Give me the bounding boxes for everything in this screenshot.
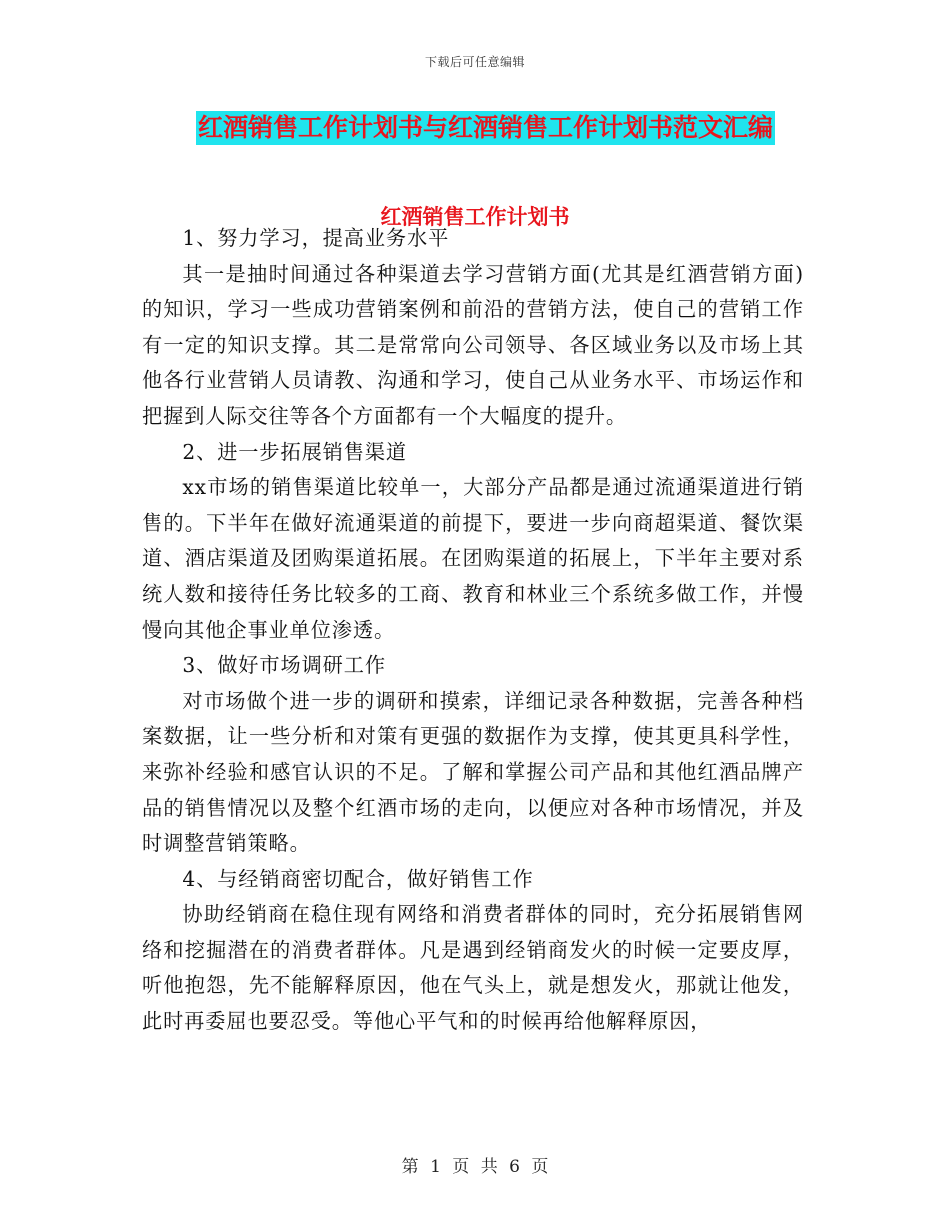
paragraph-4: 协助经销商在稳住现有网络和消费者群体的同时，充分拓展销售网络和挖掘潜在的消费者群体。凡是遇到经销商发火的时候一定要皮厚，听他抱怨，先不能解释原因，他在气头上，就是想发火，那就让他发，此时再委屈也要忍受。等他心平气和的时候再给他解释原因，: [142, 902, 804, 1034]
section-title: 红酒销售工作计划书: [380, 204, 570, 229]
header-note: 下载后可任意编辑: [424, 55, 525, 69]
paragraph-3: 对市场做个进一步的调研和摸索，详细记录各种数据，完善各种档案数据，让一些分析和对策有更强的数据作为支撑，使其更具科学性，来弥补经验和感官认识的不足。了解和掌握公司产品和其他红酒品牌产品的销售情况以及整个红酒市场的走向，以便应对各种市场情况，并及时调整营销策略。: [142, 688, 804, 856]
heading-1: 1、努力学习，提高业务水平: [182, 226, 450, 250]
paragraph-1: 其一是抽时间通过各种渠道去学习营销方面(尤其是红酒营销方面)的知识，学习一些成功营销案例和前沿的营销方法，使自己的营销工作有一定的知识支撑。其二是常常向公司领导、各区域业务以及市场上其他各行业营销人员请教、沟通和学习，使自己从业务水平、市场运作和把握到人际交往等各个方面都有一个大幅度的提升。: [142, 261, 804, 428]
page-number: 第 1 页 共 6 页: [401, 1157, 549, 1177]
document-title: 红酒销售工作计划书与红酒销售工作计划书范文汇编: [196, 111, 775, 145]
heading-2: 2、进一步拓展销售渠道: [182, 439, 408, 464]
heading-3: 3、做好市场调研工作: [182, 653, 386, 678]
heading-4: 4、与经销商密切配合，做好销售工作: [182, 866, 534, 891]
paragraph-2: xx市场的销售渠道比较单一，大部分产品都是通过流通渠道进行销售的。下半年在做好流通渠道的前提下，要进一步向商超渠道、餐饮渠道、酒店渠道及团购渠道拓展。在团购渠道的拓展上，下半年主要对系统人数和接待任务比较多的工商、教育和林业三个系统多做工作，并慢慢向其他企事业单位渗透。: [142, 475, 804, 642]
body-text: [142, 221, 804, 1040]
